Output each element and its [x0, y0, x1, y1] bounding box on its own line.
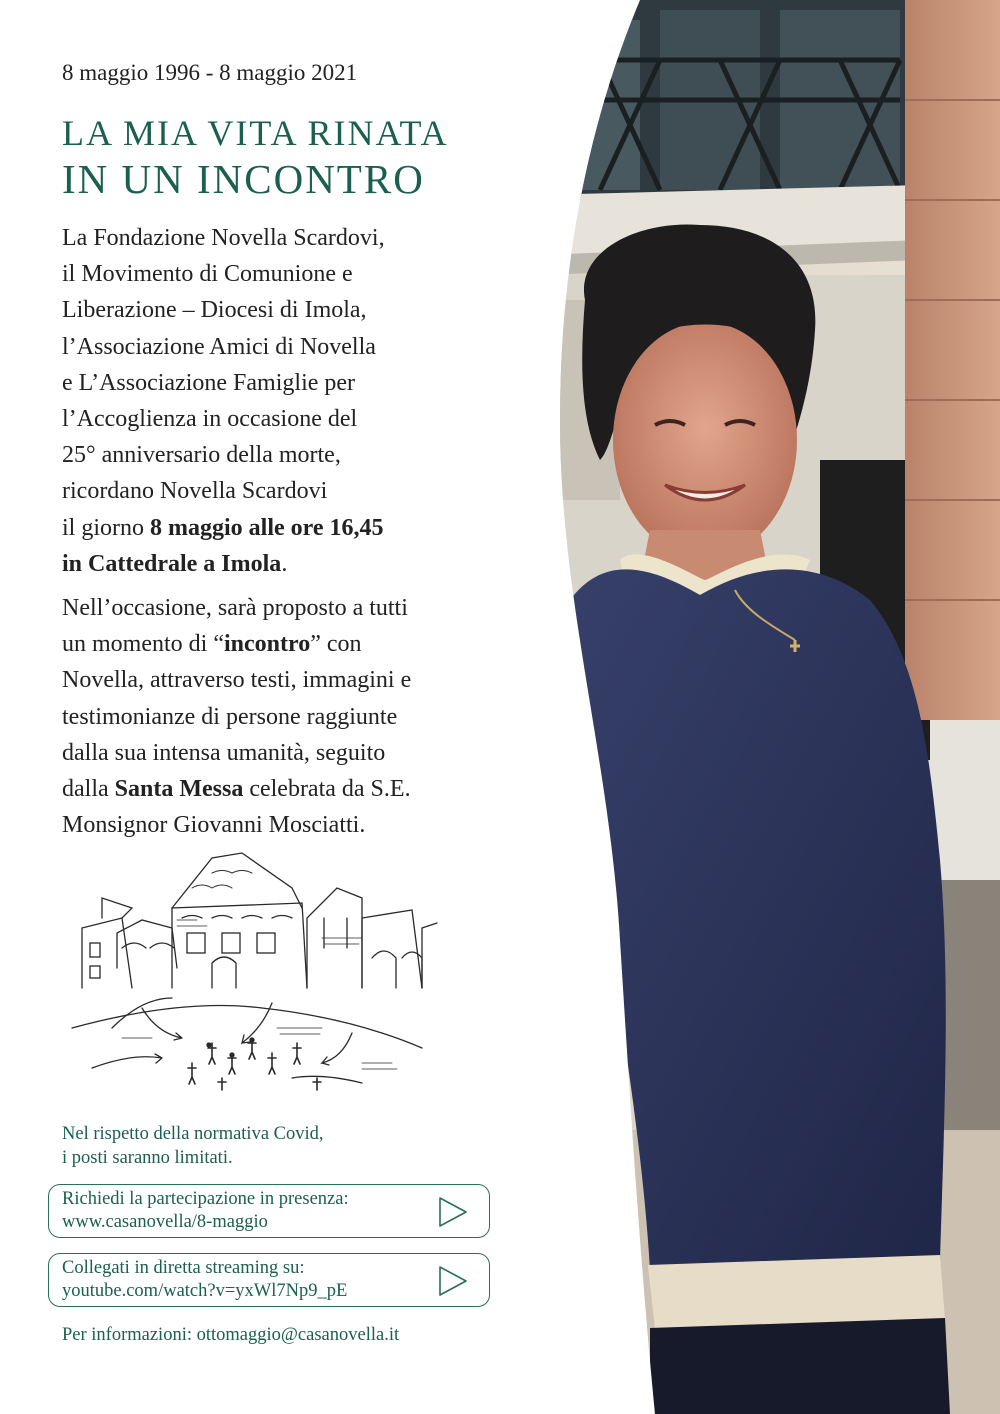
title-line-1: LA MIA VITA RINATA	[62, 113, 449, 153]
intro-line	[62, 546, 542, 582]
sketch-illustration	[62, 848, 440, 1098]
attendance-link-box[interactable]	[48, 1184, 490, 1238]
title-line-2: IN UN INCONTRO	[62, 156, 425, 202]
streaming-url[interactable]: youtube.com/watch?v=yxWl7Np9_pE	[62, 1281, 348, 1301]
contact-info: Per informazioni: ottomaggio@casanovella.it	[62, 1325, 400, 1345]
details-text: ” con	[310, 631, 362, 658]
details-line: testimonianze di persone raggiunte	[62, 703, 398, 730]
intro-line: l’Associazione Amici di Novella	[62, 333, 376, 360]
details-line	[62, 771, 542, 807]
intro-line: La Fondazione Novella Scardovi,	[62, 225, 385, 251]
details-line: Novella, attraverso testi, immagini e	[62, 667, 412, 694]
intro-line: Liberazione – Diocesi di Imola,	[62, 297, 367, 324]
details-text: un momento di “	[62, 631, 224, 658]
attendance-label: Richiedi la partecipazione in presenza:	[62, 1189, 349, 1209]
play-icon[interactable]	[437, 1264, 469, 1298]
intro-line: l’Accoglienza in occasione del	[62, 406, 358, 433]
event-location: in Cattedrale a Imola	[62, 550, 282, 577]
details-emphasis: Santa Messa	[114, 776, 244, 803]
intro-paragraph	[62, 220, 542, 582]
intro-line: ricordano Novella Scardovi	[62, 478, 328, 505]
event-datetime: 8 maggio alle ore 16,45	[150, 514, 384, 541]
details-text: celebrata da S.E.	[243, 776, 411, 803]
intro-text: il giorno	[62, 514, 150, 541]
intro-line	[62, 510, 542, 546]
attendance-url[interactable]: www.casanovella/8-maggio	[62, 1212, 268, 1232]
details-line: Nell’occasione, sarà proposto a tutti	[62, 595, 408, 621]
page-title	[62, 110, 449, 202]
details-line	[62, 626, 542, 662]
intro-line: il Movimento di Comunione e	[62, 261, 353, 288]
intro-line: e L’Associazione Famiglie per	[62, 369, 356, 396]
streaming-link-box[interactable]	[48, 1253, 490, 1307]
covid-note	[62, 1122, 324, 1170]
streaming-label: Collegati in diretta streaming su:	[62, 1258, 305, 1278]
details-emphasis: incontro	[223, 631, 311, 658]
intro-line: 25° anniversario della morte,	[62, 442, 341, 469]
covid-line-1: Nel rispetto della normativa Covid,	[62, 1124, 324, 1144]
intro-text: .	[281, 550, 288, 577]
date-range: 8 maggio 1996 - 8 maggio 2021	[62, 60, 358, 85]
details-text: dalla	[62, 776, 115, 803]
details-line: dalla sua intensa umanità, seguito	[62, 739, 386, 766]
details-line: Monsignor Giovanni Mosciatti.	[62, 812, 366, 839]
play-icon[interactable]	[437, 1195, 469, 1229]
covid-line-2: i posti saranno limitati.	[62, 1148, 233, 1168]
details-paragraph	[62, 590, 542, 843]
